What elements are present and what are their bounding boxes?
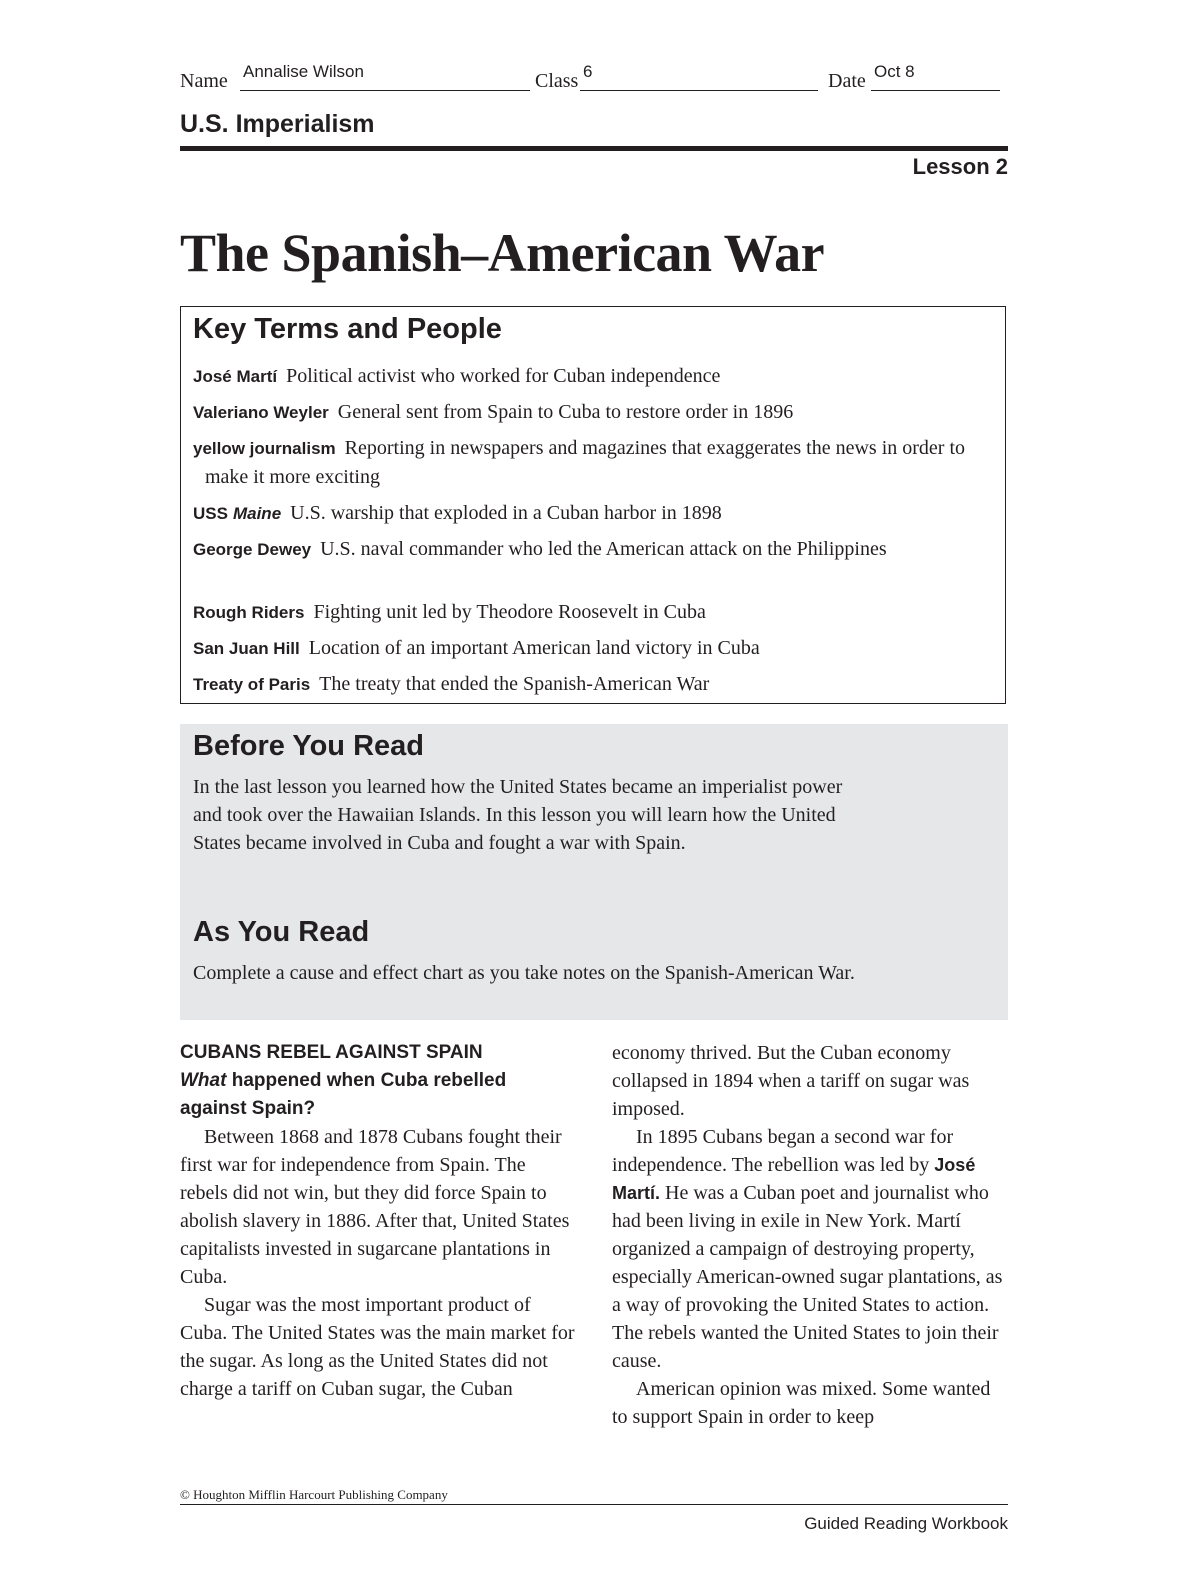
page-title: The Spanish–American War — [180, 223, 825, 283]
name-label: Name — [180, 70, 228, 92]
key-term-item — [193, 670, 993, 699]
before-you-read-heading: Before You Read — [193, 730, 424, 762]
term-definition: Political activist who worked for Cuban independence — [286, 365, 721, 387]
paragraph-2: Sugar was the most important product of Cuba. The United States was the main market for the sugar. As long as the United States did not charge a tariff on Cuban sugar, the Cuban — [180, 1294, 575, 1400]
question-italic: What — [180, 1070, 227, 1091]
key-term-item — [193, 434, 993, 491]
key-term-item — [193, 598, 993, 627]
key-term-item — [193, 362, 993, 391]
lesson-label: Lesson 2 — [912, 154, 1008, 179]
term-definition: General sent from Spain to Cuba to restore order in 1896 — [337, 401, 794, 423]
term-definition: Fighting unit led by Theodore Roosevelt in Cuba — [313, 601, 706, 623]
question-text: happened when Cuba rebelled against Spain? — [180, 1070, 507, 1119]
name-field[interactable]: Annalise Wilson — [243, 62, 364, 81]
title-rule — [180, 146, 1008, 151]
footer-rule — [180, 1504, 1008, 1505]
term-name-prefix: USS — [193, 504, 228, 523]
copyright-text: © Houghton Mifflin Harcourt Publishing Company — [180, 1487, 448, 1502]
term-definition: U.S. naval commander who led the American attack on the Philippines — [320, 538, 887, 560]
paragraph-3 — [612, 1123, 1008, 1375]
paragraph-2-continued: economy thrived. But the Cuban economy collapsed in 1894 when a tariff on sugar was imposed. — [612, 1042, 970, 1120]
date-label: Date — [828, 70, 866, 92]
class-field[interactable]: 6 — [583, 62, 593, 81]
class-label: Class — [535, 70, 579, 92]
term-name: George Dewey — [193, 540, 312, 559]
paragraph-3-start: In 1895 Cubans began a second war for independence. The rebellion was led by — [612, 1126, 954, 1176]
as-you-read-heading: As You Read — [193, 916, 370, 948]
section-heading: CUBANS REBEL AGAINST SPAIN — [180, 1042, 483, 1063]
class-field-line — [580, 90, 818, 91]
term-name: José Martí — [193, 367, 278, 386]
term-definition: U.S. warship that exploded in a Cuban harbor in 1898 — [290, 502, 722, 524]
key-term-item — [193, 535, 955, 564]
term-definition: Location of an important American land victory in Cuba — [308, 637, 760, 659]
marti-name: José Martí. — [612, 1155, 976, 1203]
paragraph-1: Between 1868 and 1878 Cubans fought their first war for independence from Spain. The rebels did not win, but they did force Spain to abolish slavery in 1886. After that, United States capitalists invested in sugarcane plantations in Cuba. — [180, 1126, 570, 1288]
term-name-italic: Maine — [232, 504, 282, 523]
paragraph-3-end: He was a Cuban poet and journalist who had been living in exile in New York. Martí organized a campaign of destroying property, especially American-owned sugar plantations, as a way of provoking the United States to action. The rebels wanted the United States to join their cause. — [612, 1182, 1003, 1372]
paragraph-4: American opinion was mixed. Some wanted to support Spain in order to keep — [612, 1378, 991, 1428]
as-you-read-text: Complete a cause and effect chart as you take notes on the Spanish-American War. — [193, 962, 855, 984]
term-name: Valeriano Weyler — [193, 403, 329, 422]
left-column — [180, 1039, 580, 1403]
section-question — [180, 1067, 570, 1123]
date-field[interactable]: Oct 8 — [874, 62, 915, 81]
date-field-line — [871, 90, 1000, 91]
term-name: San Juan Hill — [193, 639, 300, 658]
term-definition: The treaty that ended the Spanish-American War — [319, 673, 710, 695]
unit-title: U.S. Imperialism — [180, 110, 375, 138]
before-you-read-text: In the last lesson you learned how the United States became an imperialist power and took over the Hawaiian Islands. In this lesson you will learn how the United States became involved in Cuba and fought a war with Spain. — [193, 776, 843, 854]
term-name: yellow journalism — [193, 439, 336, 458]
name-field-line — [240, 90, 530, 91]
workbook-label: Guided Reading Workbook — [804, 1514, 1008, 1533]
term-definition: Reporting in newspapers and magazines that exaggerates the news in order to make it more exciting — [205, 437, 966, 488]
key-term-item — [193, 398, 993, 427]
key-terms-heading: Key Terms and People — [193, 313, 502, 345]
key-term-item — [193, 499, 993, 528]
right-column — [612, 1039, 1010, 1431]
term-name: Treaty of Paris — [193, 675, 311, 694]
term-name: Rough Riders — [193, 603, 305, 622]
key-term-item — [193, 634, 993, 663]
